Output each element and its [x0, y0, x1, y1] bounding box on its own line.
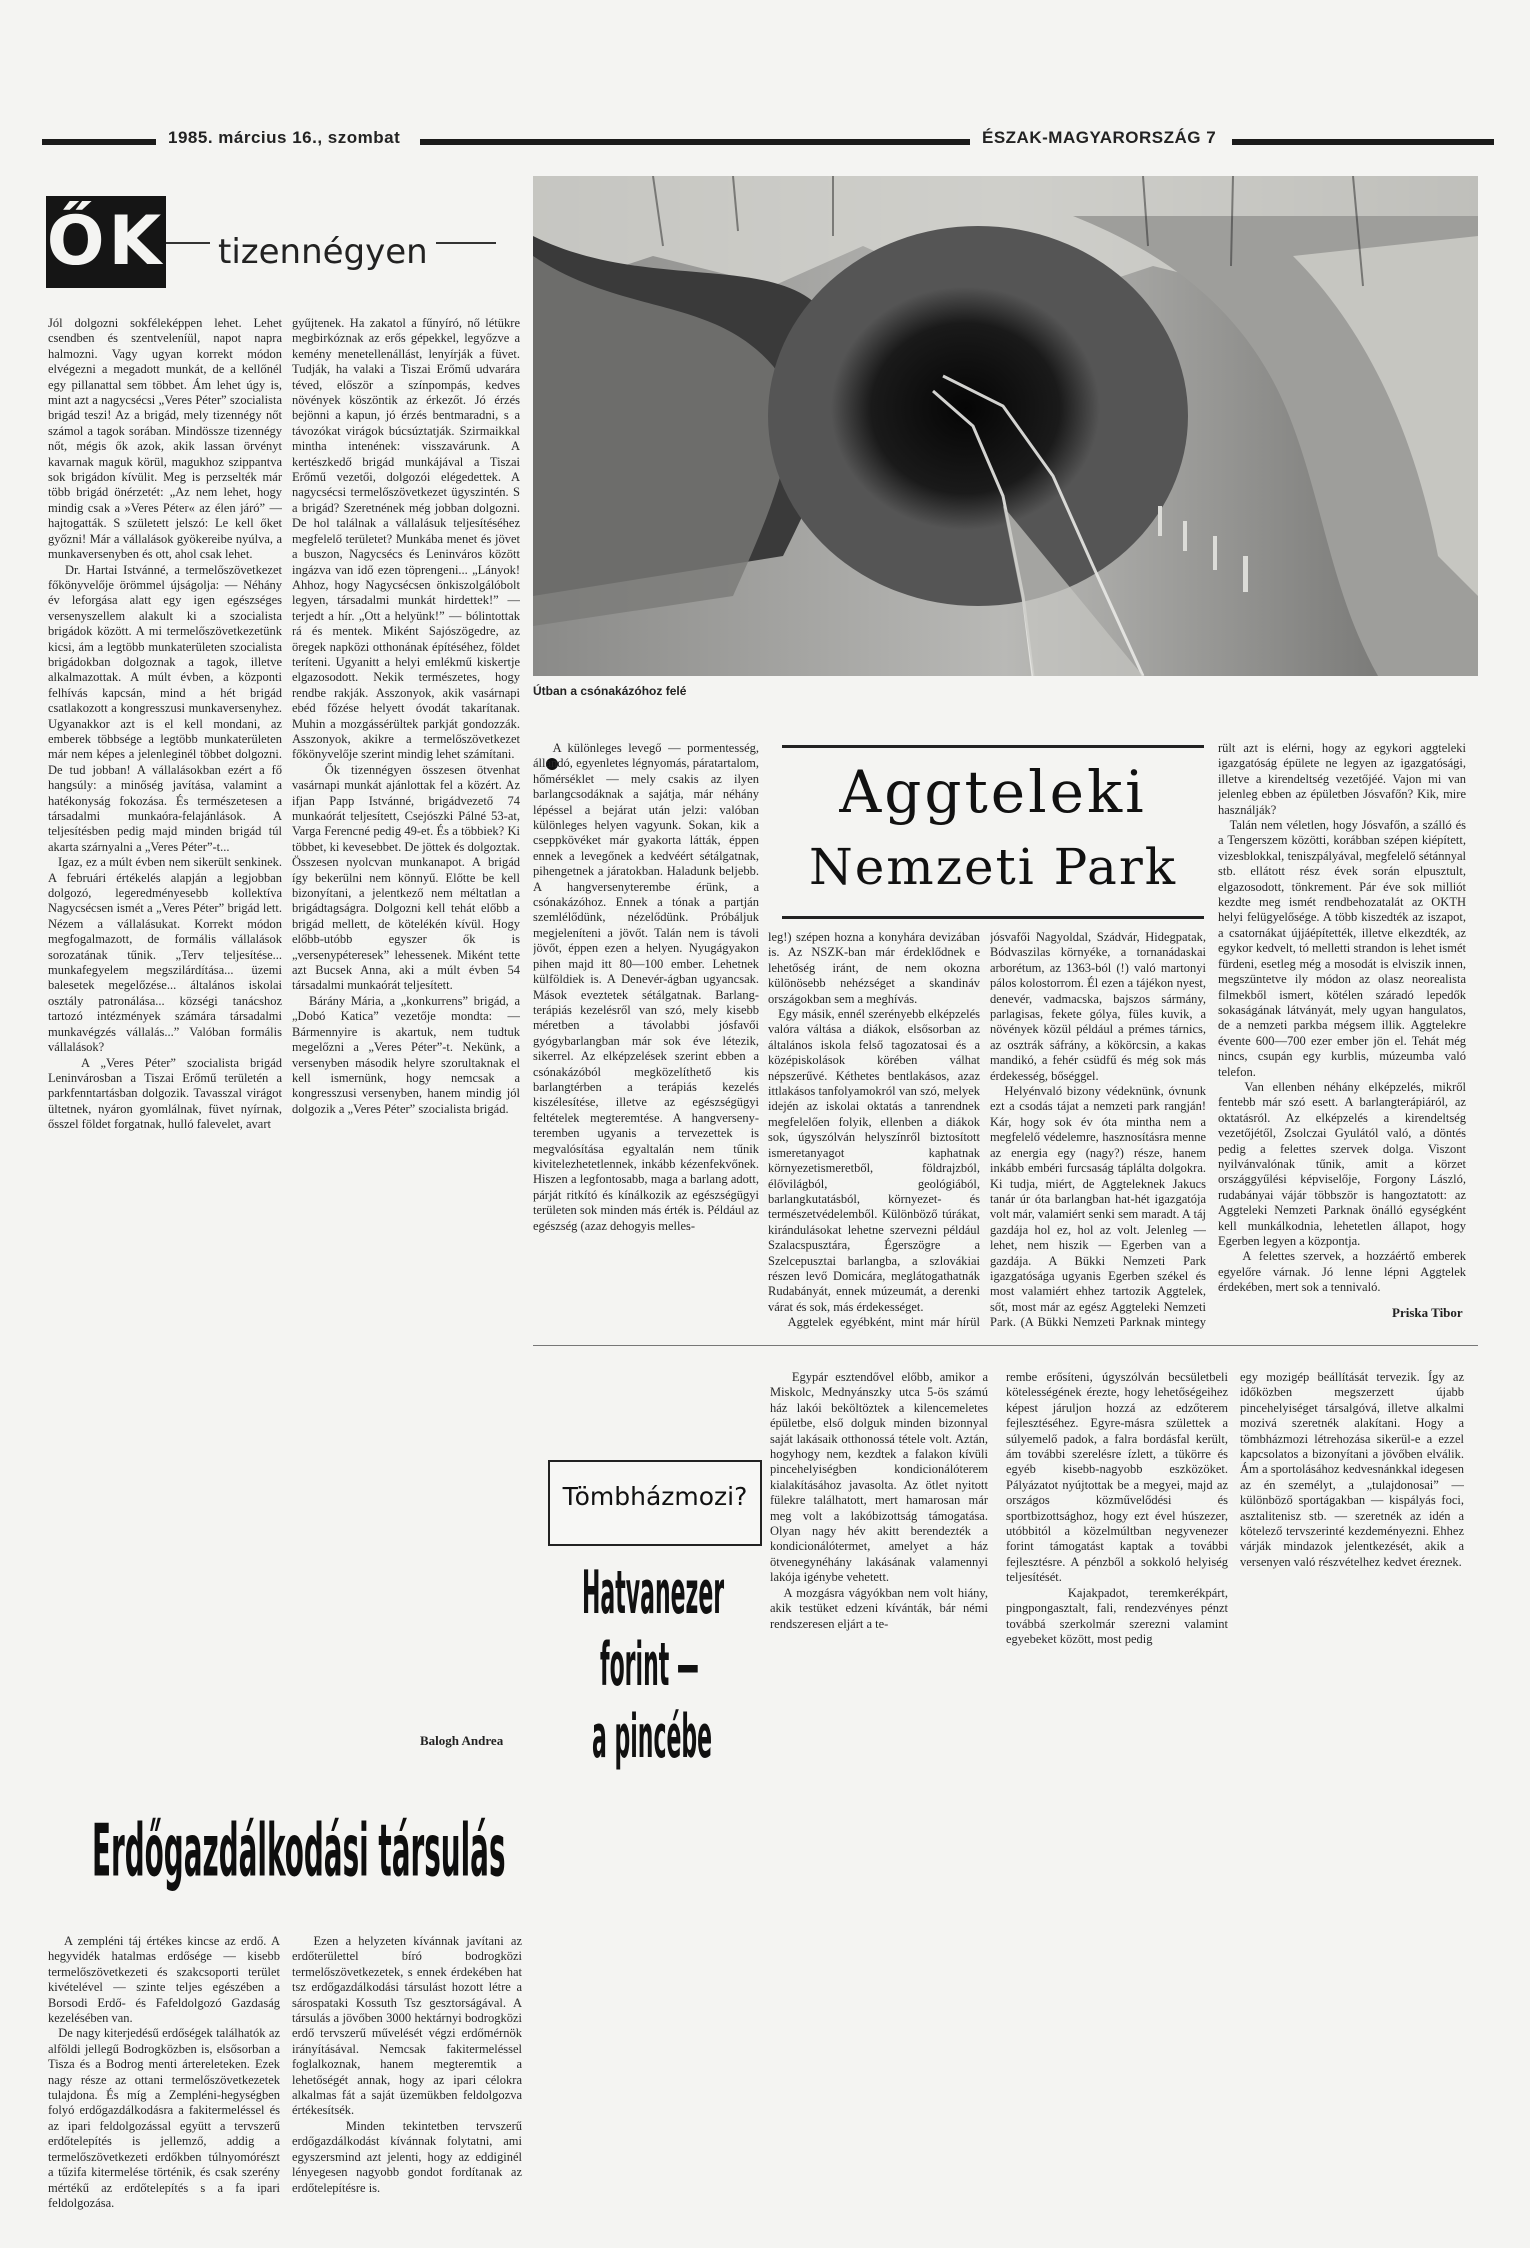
cave-intro-column: A különleges levegő — pormentesség, állandó, egyenletes légnyomás, páratartalom, hőmérséklet — mely csakis az ilyen barlangcsodáknak a sajátja, már néhány lépéssel a bejárat után jelzi: valóban különleges helyen vagyunk. Sokan, kik a cseppkövéket már gyakorta látták, éppen ennek a levegőnek a kedvéért sétálgatnak, pihengetnek a járatokban. Haladunk beljebb. A hangversenyterembe érünk, a csónakázóhoz. Ennek a tónak a partján szemlélődünk, nézelődünk. Próbáljuk megjeleníteni a jövőt. Talán nem is távoli jövőt, éppen ezen a helyen. Nyugágyakon pihen majd itt 80—100 ember. Lehetnek külföldiek is. A Denevér-ágban ugyancsak. Mások eveztetek sétálgatnak. Barlang-terápiás kezelésről van szó, mely kisebb méretben a távolabbi jósfavői gyógybarlangban már sok éve létezik, sikerrel. Az elképzelések szerint ebben a csónakázóból megközelíthető kis barlangtérben a terápiás kezelés kiszélesítése, illetve az egészségügyi feltételek megteremtése. A hangverseny-teremben ugyanis a tervezettek is megvalósítása egyaltalán nem tűnik kivitelezhetetlennek, inkább kézenfekvőnek. Hiszen a legfontosabb, maga a barlang adott, párját ritkító és kínálkozik az egészségügyi területen sok minden más érték is. Például az egészség (azaz dehogyis melles-: [533, 741, 759, 1233]
header-date: 1985. március 16., szombat: [168, 128, 401, 147]
ok-article-title: tizennégyen: [210, 232, 436, 272]
aggteleki-title-line-2: Nemzeti Park: [808, 838, 1178, 896]
header-rule-left: [42, 139, 156, 145]
aggteleki-byline: Priska Tibor: [1392, 1305, 1463, 1320]
erdo-title-text: Erdőgazdálkodási társulás: [92, 1808, 506, 1893]
tomb-column-3: egy mozigép beállítását tervezik. Így az időközben megszerzett újabb pincehelyiséget társalgóvá, illetve alkalmi mozivá szeretnék alakítani. Hogy a tömbházmozi létrehozása sikerül-e a ezzel kapcsolatos a bizonyítani a jövőben elválik. Ám a sportolásához kedvesnánkkal idegesen az én személyt, a „tulajdonosai” — különböző sportágakban — kispályás foci, asztalitenisz stb. — szeretnék az idén a kötelező tervszerinté kezdeményezni. Ehhez várják mindazok jelentkezését, akik a versenyen való részvételhez kedvet éreznek.: [1240, 1370, 1464, 1569]
ok-logo-text: ŐK: [46, 202, 166, 281]
tomb-headline: [552, 1555, 756, 1800]
cave-photo-image: [533, 176, 1478, 676]
tomb-title-box: [548, 1460, 762, 1546]
tomb-column-2: rembe erősíteni, úgyszólván becsületbeli kötelességének érezte, hogy lehetőségeihez képest járuljon hozzá az edzőterem fejlesztéséhez. Egyre-másra születtek a súlyemelő padok, a falra bordásfal került, ám további szerelésre ízlett, a tükörre és egyéb kisebb-nagyobb eszközöket. Pályázatot nyújtottak be a megyei, majd az országos közművelődési és sportbizottsághoz, hogy ezt ével húszezer, utóbbitól a közelmúltban negyvenezer forint támogatást kaptak a további fejlesztésre. A pénzből a sokkoló helyiség teljesítését. Kajakpadot, teremkerékpárt, pingpongasztalt, fali, rendezvényes pénzt továbbá szerkolmár szerezni valamint egyebeket között, most pedig: [1006, 1370, 1228, 1646]
header-rule-right: [1232, 139, 1494, 145]
erdo-column-1: A zempléni táj értékes kincse az erdő. A hegyvidék hatalmas erdősége — kisebb termelőszövetkezeti és szakcsoporti terület kivételével — szinte teljes egészében a Borsodi Erdő- és Fafeldolgozó Gazdaság kezelésében van. De nagy kiterjedésű erdőségek találhatók az alföldi jellegű Bodrogközben is, elsősorban a Tisza és a Bodrog menti ártereleteken. Ezek nagy része az ottani termelőszövetkezetek tulajdona. És míg a Zempléni-hegységben folyó erdőgazdálkodásra a fakitermeléssel és az ipari feldolgozással együtt a tervszerű erdőtelepítés is jellemző, addig a termelőszövetkezeti erdőkben túlnyomórészt a tűzifa kitermelése történik, és csak szerény mértékű az erdőtelepítés s a fa ipari feldolgozása.: [48, 1934, 280, 2210]
photo-caption: Útban a csónakázóhoz felé: [533, 684, 687, 698]
ok-logo: [46, 196, 166, 288]
ok-article-column-2: gyűjtenek. Ha zakatol a fűnyíró, nő létükre megbirkóznak az erős gépekkel, legyőzve a kemény menetellenállást, lenyírják a füvet. Tudják, ha valaki a Tiszai Erőmű udvarára téved, először a színpompás, kedves növények köszöntik az érkezőt. Jó érzés bejönni a kapun, jó érzés bentmaradni, s a távozókat virágok búcsúztatják. Szirmaikkal mintha intenének: visszavárunk. A kertészkedő brigád munkájával a Tiszai Erőmű vezetői, dolgozói elégedettek. A nagycsécsi termelőszövetkezet ügyszintén. S a brigád? Szeretnének még jobban dolgozni. De hol találnak a vállalásuk teljesítéséhez megfelelő területet? Munkába menet és jövet a buszon, Nagycsécs és Leninváros között ingázva van idő ezen töprengeni... „Lányok! Ahhoz, hogy Nagycsécsen önkiszolgálóbolt legyen, társadalmi munkát hirdettek!” — terjedt a hír. „Ott a helyünk!” — bólintottak rá és mentek. Miként Sajószögedre, az öregek napközi otthonának építéséhez, földet teríteni. Ugyanitt a helyi emlékmű kiskertje elgazosodott. Nekik természetes, hogy rendbe rakják. Asszonyok, akik vasárnapi ebéd főzése helyett óvodát takarítanak. Muhin a mozgássérültek parkját gondozzák. Asszonyok, akikre a termelőszövetkezet főkönyvelője szerint mindig lehet számítani. Ők tizennégyen összesen ötvenhat vasárnapi munkát ajánlottak fel a közért. Az ifjan Papp Istvánné, brigádvezető 74 munkaórát teljesített, Csejószki Pálné 53-at, Varga Ferencné pedig 49-et. És a többiek? Ki többet, ki kevesebbet. De jöttek és dolgoztak. Összesen nyolcvan munkanapot. A brigád így bekerülni nem könnyű. Előtte be kell bizonyítani, a jelentkező nem méltatlan a brigádtagságra. Dolgozni kell tehát előbb a brigád mellett, de kötelékén kívül. Hogy előbb-utóbb egyszer ők is „versenypéteresek” lehessenek. Miként tette azt Bucsek Anna, aki a múlt évben 54 társadalmi munkaórát teljesített. Bárány Mária, a „konkurrens” brigád, a „Dobó Katica” vezetője mondta: — Bármennyire is akartuk, nem tudtuk megelőzni a „Veres Péter”-t. Nekünk, a versenyben második helyre szorultaknak el kell ismernünk, hogy nemcsak a kongresszusi versenyben, hanem mindig jól dolgozik a „Veres Péter” szocialista brigád.: [292, 316, 520, 1116]
ok-article-column-1: Jól dolgozni sokféleképpen lehet. Lehet csendben és szentveleníül, napot napra halmozni. Vagy ugyan korrekt módon elvégezni a megadott munkát, de a kellőnél egy pillanattal sem többet. Ám lehet úgy is, mint azt a nagycsécsi „Veres Péter” szocialista brigád teszi! Az a brigád, mely tizennégy nőt számol a tagok sorában. Mindössze tizennégy nőt, mégis ők azok, akik lassan örvényt kavarnak maguk körül, magukhoz szippantva sok brigádon kívülit. Meg is perzselték már több brigád önérzetét: „Az nem lehet, hogy mindig csak a »Veres Péter« az élen járó” — hajtogatták. S született jelszó: Le kell őket győzni! Már a vállalások gyökereibe nyúlva, a munkaversenyben és ott, ahol csak lehet. Dr. Hartai Istvánné, a termelőszövetkezet főkönyvelője örömmel újságolja: — Néhány év leforgása alatt egy igen egészséges versenyszellem alakult ki a szocialista brigádok között. A mi termelőszövetkezetünk kicsi, ám a legtöbb munkaterületen szocialista brigádokban dolgoznak a tagok, illetve alkalmazottak. A múlt évben, a központi felhívás kapcsán, mind a hét brigád csatlakozott a kongresszusi munkaversenyhez. Ugyanakkor azt is el kell mondani, az emberek többsége a legtöbb munkaterületen már nem képes a jelenleginél többet dolgozni. De tud jobban! A vállalásokban ezért a fő hangsúly: a minőség javítása, valamint a hatékonyság fokozása. És természetesen a társadalmi munkaóra-felajánlások. A teljesítésben pedig majd minden brigád túl akarta szárnyalni a „Veres Péter”-t... Igaz, ez a múlt évben nem sikerült senkinek. A februári értékelés alapján a legjobban dolgozó, legeredményesebb kollektíva Nagycsécsen ismét a „Veres Péter” brigád lett. Nézem a vállalásukat. Korrekt módon megfogalmazott, de formális vállalások sorozatának tűnik. „Terv teljesítése... munkafegyelem megszilárdítása... üzemi balesetek megelőzése... általános iskolai osztály patronálása... községi tanácshoz tartozó intézmények számára társadalmi munkavégzés vállalás...” Valóban formális vállalások? A „Veres Péter” szocialista brigád Leninvárosban a Tiszai Erőmű területén a parkfenntartásban dolgozik. Tavasszal virágot ültetnek, nyáron gyomlálnak, füvet nyírnak, ősszel földet forgatnak, hulló falevelet, avart: [48, 316, 282, 1132]
aggteleki-column-a: leg!) szépen hozna a konyhára devizában is. Az NSZK-ban már érdeklődnek e lehetőség iránt, de nem okozna különösebb nehézséget a skandináv országokban sem a meghívás. Egy másik, ennél szerényebb elképzelés valóra váltása a diákok, elsősorban az általános iskola felső tagozatosai és a középiskolások körében válhat népszerűvé. Kéthetes bentlakásos, azaz ittlakásos tanfolyamokról van szó, melyek idején az iskolai oktatás a tanrendnek megfelelően folyik, ellenben a diákok sok, úgyszólván helyszínről biztosított ismeretanyagot kaphatnak környezetismeretből, földrajzból, élővilágból, geológiából, barlangkutatásból, környezet- és természetvédelemből. Különböző túrákat, kirándulásokat lehetne szervezni például Szalacspusztára, Égerszögre a Szelcepusztai barlangba, a szlovákiai részen levő Domicára, meglátogathatnák Rudabányát, ennek múzeumát, a derenki várat és sok, más érdekességet. Aggtelek egyébként, mint már hírül: [768, 930, 980, 1330]
tomb-box-title: Tömbházmozi?: [562, 1482, 748, 1511]
header-rule-mid: [420, 139, 970, 145]
header-paper-name: ÉSZAK-MAGYARORSZÁG 7: [982, 128, 1217, 147]
erdo-title: [48, 1800, 524, 1904]
aggteleki-column-b: jósvafői Nagyoldal, Szádvár, Hidegpatak, Bódvaszilas környéke, a tornanádaskai arborétum, az 1363-ból (!) való martonyi pálos kolostorrom. Él ezen a tájékon nyest, denevér, vadmacska, bajszos sármány, parlagisas, fekete gólya, füles kuvik, a növények közül például a prémes tárnics, az osztrák sáfrány, a kökörcsin, a kakas mandikó, a fehér csüdfű és még sok más érdekesség, bőséggel. Helyénvaló bizony védeknünk, óvnunk ezt a csodás tájat a nemzeti park rangján! Kár, hogy sok év óta mintha nem a megfelelő védelemre, hasznosításra menne az energia egy (nagy?) része, hanem inkább embéri furcsaság táplálta dolgokra. Ki tudja, miért, de Aggteleknek Jakucs tanár úr óta barlangban hat-hét igazgatója volt már, valamiért senki sem maradt. A táj gazdája hol ez, hol az volt. Jelenleg — lehet, nem hiszik — Egerben van a gazdája. A Bükki Nemzeti Park igazgatósága ugyanis Egerben székel és most valamiért ehhez tartozik Aggtelek, sőt, most már az egész Aggteleki Nemzeti Park. (A Bükki Nemzeti Parknak mintegy: [990, 930, 1206, 1330]
ok-article-byline: Balogh Andrea: [420, 1733, 504, 1748]
aggteleki-title-line-1: Aggteleki: [839, 758, 1147, 826]
tomb-headline-line-2: forint —: [600, 1631, 699, 1700]
aggteleki-column-c: rült azt is elérni, hogy az egykori aggteleki igazgatóság épülete ne legyen az igazgatósági, illetve a kirendeltség vezetőjéé. Vajon mi van jelenleg ebben az épületben Jósvafőn? Kik, mire használják? Talán nem véletlen, hogy Jósvafőn, a szálló és a Tengerszem közötti, korábban szépen kiépített, vizesblokkal, teniszpályával, megfelelő sétánnyal stb. ellátott rész évek során elpusztult, elgazosodott, tönkrement. Pár éve sok milliót kezdte meg ismét rendbehozatalát az OKTH helyi felügyelősége. A több kiszedték az iszapot, a csatornákat újjáépítették, illetve elkezdték, az egykor kedvelt, tó melletti strandon is lehet ismét fürdeni, esetleg még a mosodát is elviszik innen, megszüntetve ily módon az olasz neorealista filmekből ismert, kötélen száradó lepedők sokaságának látványát, mely ugyan hangulatos, de a nemzeti parkba mégsem illik. Aggtelekre évente 600—700 ezer ember jön el. Tehát még nincs, csupán egy kurblis, múzeumba való telefon. Van ellenben néhány elképzelés, mikről fentebb már szó esett. A barlangterápiáról, az oktatásról. Az elképzelés a kirendeltség vezetőjétől, Zsolczai Gyulától való, a döntés pedig a felettes szervek dolga. Viszont nyilvánvalónak tűnik, amit a körzet országgyűlési képviselője, Forgony László, rudabányai vájár többször is hangoztatott: az Aggteleki Nemzeti Parknak önálló egységként kell munkálkodnia, lehetetlen állapot, hogy Egerben legyen a központja. A felettes szervek, a hozzáértő emberek egyelőre várnak. Jó lenne lépni Aggtelek érdekében, mert sok a tennivaló.: [1218, 741, 1466, 1295]
aggteleki-title-box: [782, 745, 1204, 919]
tomb-headline-line-1: Hatvanezer: [582, 1559, 725, 1628]
tomb-column-1: Egypár esztendővel előbb, amikor a Miskolc, Mednyánszky utca 5-ös számú ház lakói beköltöztek a kilencemeletes épületbe, első dolguk minden bizonnyal saját lakásaik otthonossá tétele volt. Aztán, hogyhogy nem, kezdtek a falakon kívüli pincehelyiségben kondicionálóterem kialakításához javasolta. Az ötlet nyitott fülekre találhatott, mert hamarosan már meg volt a lakóbizottság támogatása. Olyan nagy hév akitt berendezték a kondicionálótermet, amelyet a ház ötvenegynéhány lakásának valamennyi lakója igénybe vehetett. A mozgásra vágyókban nem volt hiány, akik testüket edzeni kívánták, bár némi rendszeresen eljárt a te-: [770, 1370, 988, 1631]
cave-photo: [533, 176, 1478, 676]
tomb-headline-line-3: a pincébe: [592, 1703, 713, 1772]
erdo-column-2: Ezen a helyzeten kívánnak javítani az erdőterülettel bíró bodrogközi termelőszövetkezetek, s ennek érdekében hat tsz erdőgazdálkodási társulást hozott létre a sárospataki Kossuth Tsz gesztorságával. A társulás a jövőben 3000 hektárnyi bodrogközi erdő tervszerű művelését végzi erdőmérnök irányításával. Nemcsak fakitermeléssel foglalkoznak, hanem megteremtik a lehetőségét annak, hogy az ipari célokra alkalmas fát a saját üzemükben feldolgozva értékesítsék. Minden tekintetben tervszerű erdőgazdálkodást kívánnak folytatni, ami egyszersmind azt jelenti, hogy az eddiginél lényegesen nagyobb gondot fordítanak az erdőtelepítésre is.: [292, 1934, 522, 2195]
tomb-divider: [533, 1345, 1478, 1346]
